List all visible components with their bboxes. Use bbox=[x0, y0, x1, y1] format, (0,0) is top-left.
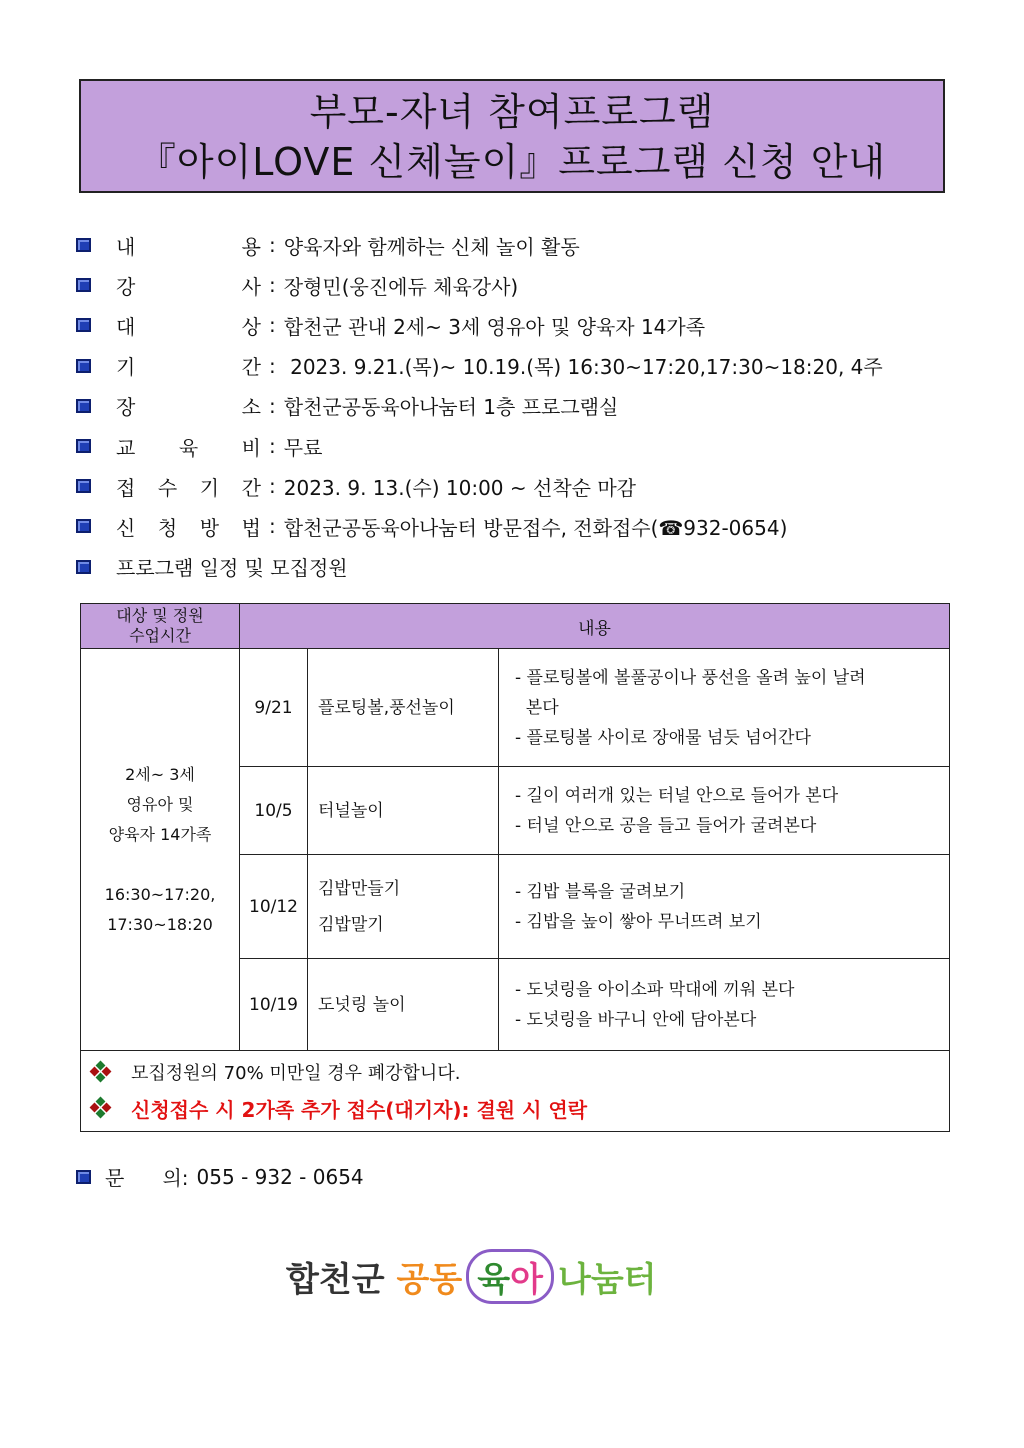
desc-line: 본다 bbox=[515, 697, 559, 718]
info-label-char: 방 bbox=[199, 515, 220, 540]
info-label-char: 신 bbox=[116, 515, 136, 540]
info-label-char: 소 bbox=[241, 395, 261, 420]
target-line: 2세~ 3세 bbox=[125, 764, 195, 784]
title-line-1: 부모-자녀 참여프로그램 bbox=[309, 90, 715, 134]
logo-text-gongdong: 공동 bbox=[396, 1259, 463, 1300]
info-label-char: 비 bbox=[241, 435, 261, 460]
info-label bbox=[116, 391, 261, 420]
square-bullet-icon bbox=[76, 318, 91, 332]
desc-line: - 플로팅볼에 볼풀공이나 풍선을 올려 높이 날려 bbox=[515, 667, 866, 688]
note-closure-text: 모집정원의 70% 미만일 경우 폐강합니다. bbox=[131, 1063, 461, 1084]
notes-row bbox=[81, 1051, 950, 1132]
info-label-char: 대 bbox=[116, 314, 136, 339]
info-value: 합천군공동육아나눔터 방문접수, 전화접수(☎932-0654) bbox=[283, 515, 788, 540]
target-line: 17:30~18:20 bbox=[107, 914, 213, 934]
header-time-label: 수업시간 bbox=[129, 626, 191, 645]
square-bullet-icon bbox=[76, 479, 91, 493]
info-value: 무료 bbox=[283, 435, 323, 460]
schedule-heading-row bbox=[76, 547, 976, 587]
square-bullet-icon bbox=[76, 278, 91, 292]
square-bullet-icon bbox=[76, 560, 91, 574]
logo-text-hapcheon: 합천군 bbox=[286, 1259, 385, 1300]
info-row bbox=[76, 426, 976, 466]
activity-cell bbox=[308, 959, 499, 1051]
desc-line: - 터널 안으로 공을 들고 들어가 굴려본다 bbox=[515, 815, 817, 836]
info-label-char: 기 bbox=[116, 355, 136, 380]
title-box bbox=[79, 79, 945, 193]
info-label-char: 수 bbox=[157, 475, 178, 500]
info-label-char: 강 bbox=[116, 274, 136, 299]
contact-phone: 055 - 932 - 0654 bbox=[196, 1164, 364, 1189]
info-row bbox=[76, 386, 976, 426]
info-label bbox=[116, 351, 261, 380]
info-list bbox=[76, 225, 976, 587]
date-cell: 10/5 bbox=[240, 767, 308, 855]
desc-cell bbox=[499, 649, 950, 767]
square-bullet-icon bbox=[76, 399, 91, 413]
info-value: 2023. 9. 13.(수) 10:00 ~ 선착순 마감 bbox=[283, 475, 636, 500]
target-cell bbox=[81, 649, 240, 1051]
info-label bbox=[116, 311, 261, 340]
desc-cell bbox=[499, 855, 950, 959]
activity-text: 김밥만들기 bbox=[318, 878, 401, 899]
header-target-label: 대상 및 정원 bbox=[116, 606, 204, 625]
info-colon: : bbox=[269, 353, 276, 378]
activity-cell bbox=[308, 767, 499, 855]
logo bbox=[286, 1246, 657, 1306]
contact-label: 문 의: bbox=[105, 1166, 189, 1190]
info-colon: : bbox=[269, 514, 276, 539]
desc-line: - 김밥을 높이 쌓아 무너뜨려 보기 bbox=[515, 911, 762, 932]
square-bullet-icon bbox=[76, 439, 91, 453]
title-line-2: 『아이LOVE 신체놀이』프로그램 신청 안내 bbox=[137, 140, 887, 184]
info-label-char: 육 bbox=[178, 435, 199, 460]
info-label bbox=[116, 472, 261, 501]
diamond-bullet-icon bbox=[91, 1098, 111, 1118]
info-colon: : bbox=[269, 434, 276, 459]
header-target bbox=[81, 604, 240, 649]
date-cell: 9/21 bbox=[240, 649, 308, 767]
info-value: 장형민(웅진에듀 체육강사) bbox=[283, 274, 519, 299]
info-label-char: 간 bbox=[241, 475, 261, 500]
info-label bbox=[116, 231, 261, 260]
desc-cell bbox=[499, 767, 950, 855]
info-value: 합천군공동육아나눔터 1층 프로그램실 bbox=[283, 395, 619, 420]
info-colon: : bbox=[269, 273, 276, 298]
desc-cell bbox=[499, 959, 950, 1051]
info-label bbox=[116, 271, 261, 300]
logo-text-yuk: 육 bbox=[477, 1259, 511, 1300]
info-row bbox=[76, 265, 976, 305]
info-label-char: 상 bbox=[241, 314, 261, 339]
notes-cell bbox=[81, 1051, 950, 1132]
info-label-char: 접 bbox=[116, 475, 136, 500]
info-label bbox=[116, 512, 261, 541]
target-line: 16:30~17:20, bbox=[104, 884, 216, 904]
info-row bbox=[76, 225, 976, 265]
info-row bbox=[76, 506, 976, 546]
info-value: 양육자와 함께하는 신체 놀이 활동 bbox=[283, 234, 580, 259]
note-waitlist-text: 신청접수 시 2가족 추가 접수(대기자): 결원 시 연락 bbox=[131, 1097, 588, 1122]
desc-line: - 도넛링을 바구니 안에 담아본다 bbox=[515, 1009, 757, 1030]
info-label-char: 간 bbox=[241, 355, 261, 380]
desc-line: - 김밥 블록을 굴려보기 bbox=[515, 881, 686, 902]
info-label-char: 사 bbox=[241, 274, 261, 299]
diamond-bullet-icon bbox=[91, 1062, 111, 1082]
square-bullet-icon bbox=[76, 1170, 91, 1184]
info-value: 합천군 관내 2세~ 3세 영유아 및 양육자 14가족 bbox=[283, 314, 706, 339]
info-row bbox=[76, 305, 976, 345]
info-row bbox=[76, 466, 976, 506]
date-cell: 10/12 bbox=[240, 855, 308, 959]
activity-text: 플로팅볼,풍선놀이 bbox=[318, 697, 455, 718]
info-row bbox=[76, 346, 976, 386]
square-bullet-icon bbox=[76, 359, 91, 373]
schedule-table bbox=[80, 603, 950, 1132]
activity-cell bbox=[308, 649, 499, 767]
table-row bbox=[81, 649, 950, 767]
target-line: 영유아 및 bbox=[126, 794, 194, 814]
target-line bbox=[81, 850, 239, 880]
info-value: 2023. 9.21.(목)~ 10.19.(목) 16:30~17:20,17:30~18:20, 4주 bbox=[283, 355, 883, 380]
header-content: 내용 bbox=[240, 604, 950, 649]
note-closure bbox=[91, 1055, 939, 1089]
logo-badge bbox=[466, 1249, 554, 1304]
info-label-char: 기 bbox=[199, 475, 220, 500]
info-colon: : bbox=[269, 474, 276, 499]
note-waitlist bbox=[91, 1089, 939, 1127]
logo-text-a: 아 bbox=[510, 1259, 543, 1300]
square-bullet-icon bbox=[76, 519, 91, 533]
info-label bbox=[116, 432, 261, 461]
info-label-char: 청 bbox=[157, 515, 178, 540]
info-colon: : bbox=[269, 233, 276, 258]
table-header-row bbox=[81, 604, 950, 649]
activity-text: 김밥말기 bbox=[318, 914, 384, 935]
info-label-char: 법 bbox=[241, 515, 261, 540]
square-bullet-icon bbox=[76, 238, 91, 252]
info-colon: : bbox=[269, 393, 276, 418]
info-colon: : bbox=[269, 313, 276, 338]
activity-text: 도넛링 놀이 bbox=[318, 994, 406, 1015]
desc-line: - 플로팅볼 사이로 장애물 넘듯 넘어간다 bbox=[515, 727, 811, 748]
logo-text-nanumteo: 나눔터 bbox=[557, 1259, 657, 1300]
info-label-char: 교 bbox=[116, 435, 136, 460]
target-line: 양육자 14가족 bbox=[108, 824, 212, 844]
info-label-char: 용 bbox=[241, 234, 261, 259]
contact-row bbox=[76, 1162, 364, 1191]
desc-line: - 길이 여러개 있는 터널 안으로 들어가 본다 bbox=[515, 785, 839, 806]
activity-text: 터널놀이 bbox=[318, 800, 384, 821]
activity-cell bbox=[308, 855, 499, 959]
schedule-heading: 프로그램 일정 및 모집정원 bbox=[116, 556, 348, 581]
date-cell: 10/19 bbox=[240, 959, 308, 1051]
desc-line: - 도넛링을 아이소파 막대에 끼워 본다 bbox=[515, 979, 795, 1000]
info-label-char: 내 bbox=[116, 234, 136, 259]
info-label-char: 장 bbox=[116, 395, 136, 420]
